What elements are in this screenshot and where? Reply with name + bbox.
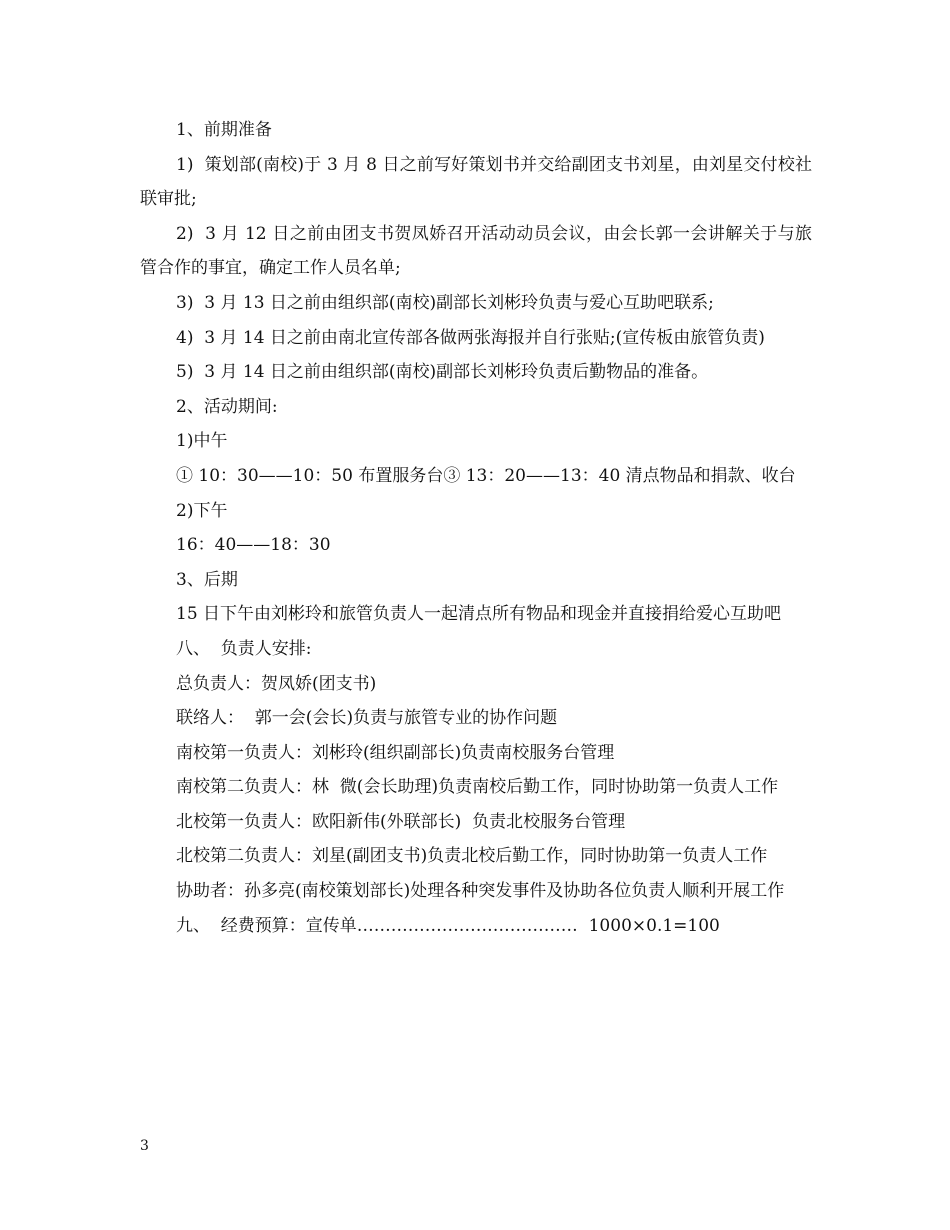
section-heading-budget: 九、 经费预算：宣传单………………………………… 1000×0.1=100 — [176, 915, 720, 936]
paragraph: 16：40——18：30 — [176, 535, 331, 556]
section-heading-activity-period: 2、活动期间: — [176, 396, 278, 417]
paragraph: 4) 3 月 14 日之前由南北宣传部各做两张海报并自行张贴;(宣传板由旅管负责) — [176, 327, 765, 348]
document-body — [140, 113, 812, 943]
paragraph: 协助者：孙多亮(南校策划部长)处理各种突发事件及协助各位负责人顺利开展工作 — [176, 881, 785, 902]
section-heading-later-stage: 3、后期 — [176, 569, 238, 590]
paragraph: 北校第二负责人：刘星(副团支书)负责北校后勤工作，同时协助第一负责人工作 — [176, 846, 768, 867]
paragraph: 总负责人：贺凤娇(团支书) — [176, 673, 377, 694]
paragraph: ① 10：30——10：50 布置服务台③ 13：20——13：40 清点物品和捐款、收台 — [176, 465, 796, 486]
subheading-noon: 1)中午 — [176, 431, 228, 452]
paragraph: 3) 3 月 13 日之前由组织部(南校)副部长刘彬玲负责与爱心互助吧联系; — [176, 292, 714, 313]
paragraph: 南校第二负责人：林 微(会长助理)负责南校后勤工作，同时协助第一负责人工作 — [176, 777, 779, 798]
paragraph: 联络人： 郭一会(会长)负责与旅管专业的协作问题 — [176, 708, 558, 729]
paragraph: 北校第一负责人：欧阳新伟(外联部长) 负责北校服务台管理 — [176, 811, 626, 832]
section-heading-preparation: 1、前期准备 — [176, 120, 272, 140]
paragraph: 5) 3 月 14 日之前由组织部(南校)副部长刘彬玲负责后勤物品的准备。 — [176, 362, 709, 383]
paragraph: 15 日下午由刘彬玲和旅管负责人一起清点所有物品和现金并直接捐给爱心互助吧 — [176, 604, 782, 625]
paragraph: 2) 3 月 12 日之前由团支书贺凤娇召开活动动员会议，由会长郭一会讲解关于与旅管合作的事宜，确定工作人员名单; — [140, 223, 812, 279]
page-number: 3 — [140, 1138, 149, 1154]
subheading-afternoon: 2)下午 — [176, 500, 228, 521]
paragraph: 南校第一负责人：刘彬玲(组织副部长)负责南校服务台管理 — [176, 742, 615, 763]
paragraph: 1) 策划部(南校)于 3 月 8 日之前写好策划书并交给副团支书刘星，由刘星交付校社联审批; — [140, 154, 812, 210]
section-heading-responsible-persons: 八、 负责人安排: — [176, 638, 312, 659]
